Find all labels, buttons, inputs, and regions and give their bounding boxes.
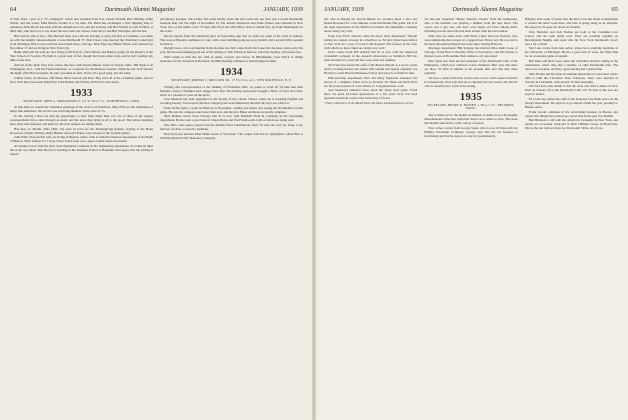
paragraph: Bob Key, Jo Martin, Nina ('Bee' 33) were in town for the Thanksgiving holiday, staying at the Hotel Roosevelt. Charlie Nichols, Rudy Helmer and Gard Fisher were all seen at the football games. xyxy=(10,126,153,135)
paragraph: Arrived in the mail: Pete Foss writes that he's with Owens-Illinois Glass in Toledo, Ohio. Bill Ryan is in Washington, D.C., with the Federal Reserve, as a reporter for the Hanover Gazette. When he saw Jack Stewart the night of the Harvard game, he said, you must be nuts. You're all a good gang, just the same. xyxy=(10,63,153,76)
paragraph: We had just requested "Music, Maestro, Please" from the bandleader, who at the moment was playing a number from the new show. The crowd was a gay one, and there were many old faces among them, including several men who had been absent from the last reunion. xyxy=(424,17,518,34)
paragraph: Ed Crane has joined the staff of the National City Bank and is in the foreign department. He expects to go abroad within the year, possibly to Buenos Aires. xyxy=(524,96,618,109)
running-title: Dartmouth Alumni Magazine xyxy=(452,7,523,13)
right-page-columns xyxy=(324,17,618,417)
paragraph: Well, here are some notes with Harry Cutler and Lew Roberts, who were undergoing the ravages of a ragged fever. Harry says the new job is the most interesting thing he has done since leaving Hanover. xyxy=(424,33,518,46)
paragraph: We have a letter from Pete Leavitt who is now with General Electric in Schenectady. Pete says that he is enjoying the test course and that he will be transferred to Lynn in the spring. xyxy=(424,75,518,88)
left-column-1 xyxy=(10,17,153,417)
page-number: 64 xyxy=(10,6,17,13)
paragraph: Al Schultz is now with the New York Telephone Company in the engineering department. Al writes he likes the work very much. Bob Brown is teaching at the Punahou School in Honolulu and reports that the surfing is superb. xyxy=(10,143,153,156)
right-column-3 xyxy=(525,17,618,417)
paragraph: John Pruitt ('34) and his wife are living in Boston, where John is with the financial department of the Bank of Boston. Their address is 17 Gray Street. Dan Foster was a guest at their home last month. xyxy=(10,135,153,144)
paragraph: Pink-and-blue department: Bob and Mary Engstrom announce the arrival of a daughter, Ellen, born on October 30. Hank and Ruth Weld are the proud parents of a son, Henry Jr. Congratulations to all. xyxy=(324,75,418,88)
class-secretary: SECRETARY, HENRY R. BOWEN, 1 Horace St., BELMONT, MASS. xyxy=(427,102,515,111)
page-gutter xyxy=(312,0,316,420)
paragraph: Ernie Noble spent a week in Hanover in November, visiting old haunts and seeing the Dartmouth–Cornell game. He says the campus looks better than ever, and the new Baker additions are nearly complete. xyxy=(160,105,303,114)
paragraph: In this writing I have not had the opportunity to hear from many men, but two or three of the regular correspondents have come through as usual, and the news they bring is all to the good. The winter meetings have been well attended, and plans for the next reunion are taking shape. xyxy=(10,113,153,127)
paragraph: First comes a letter from George Slade, who is now in Tulsa with the Phillips Petroleum Company. George says that the oil business is fascinating and that he expects to stay in it permanently. xyxy=(424,125,518,138)
paragraph: Marriage department: Bill Sprague has married Miss Ruth Crane of Chicago; Frank Hart to Dorothy Wells of Providence; and Jim Tucker to Marion Lowe of Brookline. Best wishes to all concerned. xyxy=(424,46,518,59)
paragraph: Dick Holmes writes from Chicago that he is now with Marshall Field & Company in the advertising department. He has seen a good deal of Chuck Burns and Fred Wadsworth, both of whom are doing well. xyxy=(160,114,303,123)
paragraph: Just to make up for the month we missed, it seems to be a thoroughly miscellaneous collection with little choice as to where or how. The notes this month came from a wide variety of places. xyxy=(424,112,518,126)
paragraph: Dwight Laws, who was hunting in the Rockies last fall, writes from Salt Lake that the snow came early this year. He has been making good use of the holiday to visit friends in Denver, Colorado Springs, and points east. xyxy=(160,46,303,55)
right-column-1 xyxy=(324,17,417,417)
paragraph: Dick Sheridan and Jack Bodine are both at the Columbia Law School, and are both doing well. They are rooming together on Morningside Heights and report that the New York Dartmouth crowd sees a lot of them. xyxy=(524,29,618,46)
class-year-heading: 1933 xyxy=(70,87,93,99)
paragraph: Writing this correspondence to the shaking of Christmas bells, we pause to wish all '34 men and their families a merry Christmas and a happy New Year. The holiday season has brought a flurry of notes and cards, and it is a pleasure to pass on the news. xyxy=(160,84,303,97)
paragraph: Bud Hinman is still with the American Cyanamid in New York, and spends an occasional week-end in Dick O'Brien's house in Bronxville. This is the last item we have for this month. Write, all of you. xyxy=(524,118,618,131)
paragraph: And Saturday's audience news about the Texas Tech game: Frank Rees, the great all-round quarterback of a few years back, has been appointed assistant coach at the University of Texas. xyxy=(324,88,418,101)
paragraph: At this time we extend the Christmas greetings of the class to all members. May 1939 see the realization of many fine ambitions. We are the sole surviving member of the class of '33. xyxy=(10,105,153,114)
paragraph: Our best news this month is that the class will hold a dinner in New York on January 20 at the Dartmouth Club. All '35 men in the area are urged to attend. xyxy=(524,84,618,97)
paragraph: Word comes from Bill Aldrich that he is now with the American Cyanamid Company in the research laboratories at Stamford. Bill has been married for a year and has a son, born last summer. xyxy=(324,50,418,63)
paragraph: Bob Perry has married Miss Helen Grant of Worcester. The couple will live in Springfield, where Bob is with the Monarch Life Insurance Company. xyxy=(160,131,303,140)
page-number: 65 xyxy=(611,6,618,13)
right-page xyxy=(314,0,628,420)
class-secretary: SECRETARY, JOHN A. MONAGHAN II, 111 W. Ninth St., NORTHFIELD, CONN. xyxy=(23,98,140,103)
paragraph: Bill Carroll, who is also a fine Harvard man, was a bit late arriving. A wing, the first at Columbia, was taken up with the lengthy announcements of one Dartmouth '37, Bob Foster, who married the charming Cornell girl from Michigan. Bob is now with the Associated Press, Chicago. Dick Page and Helen Thoms were married on November 17 and are living in New York City. xyxy=(10,33,153,50)
paragraph: Walt Clarke is with the law firm of Ames, Leavitt, and Storey in Philadelphia; Jack Welch is selling insurance for the Travelers in Hartford; and Bill Keating continues to build bridges in Ohio. xyxy=(160,54,303,63)
class-year-heading: 1935 xyxy=(459,91,483,103)
paragraph: Sid Eaton has joined the staff of the Boston Herald as a sports writer and is covering hockey this winter. His column will appear regularly. Joe Hartley is at the Harvard Business School and expects to finish in June. xyxy=(324,63,418,76)
paragraph: in New York a part of a "37 contingent" which also included Paul Fox, Deeds Fernald, Bob Whiting, Whig Weber, and the writer. Miss Baird's brother is a '41 man. Mr. Buell has exchanged a first shipping ship to Arkansas. Dick Morris has been with the Ambitious Corn, and the Swinney and Bob Wilson as well as Huck. A third ring, who had a lot to say about the new team, the classes from Jerry's and Bill Van Dyke, arrived late. xyxy=(10,17,153,34)
paragraph: Pete Ellis, class agent, reports that the Alumni Fund contributions from '34 were the best yet. Keep it up, fellows; we have a record to maintain. xyxy=(160,123,303,132)
paragraph: and Money Sprague. The former had some mostly about the new team and one wise was a recent Dartmouth baseball man. On the night of November 25, Mr. Robert Dickerson and Ernie Ulman were married in New York. Two of the ushers were '37 men, Bob Ford and Will Tilley, both of whom flew up from Washington for the event. xyxy=(160,17,303,34)
paragraph: am, who is helping the Owens-Illinois Co. produce glass. I also saw Deane Howland for a few minutes at the Dartmouth-Yale game. He is in the legal department of the Hartford Accident and Indemnity Company and is doing very well. xyxy=(324,17,418,34)
paragraph: Frank Sewall continues in the advertising business in Boston and reports that things have picked up a good deal in the past few months. xyxy=(524,109,618,118)
running-title: Dartmouth Alumni Magazine xyxy=(104,7,176,13)
left-page-header xyxy=(10,6,303,13)
class-secretary: SECRETARY, ROBERT J. DRUCKER JR., 17 Frontier Ave., NEW ROCHELLE, N. Y. xyxy=(171,78,292,83)
paragraph: Johnny Stone, Al Dickson, Jeff Brink, Brad Gordon and Dave Hay were all at the Columbia game. Also in New York have been seen Ralph Ely, Fred Holmes, Bob Paine, Will Ferris and others. xyxy=(10,75,153,84)
footnote: * Early, subscribers in the Alumni News, the above mentioned item is correct. xyxy=(324,101,414,106)
issue-date: JANUARY, 1939 xyxy=(324,7,364,13)
paragraph: Bart Spear has been elected president of the Dartmouth Club of the Philippines, which now numbers twelve members. Bart says that there are three '35 men in Manila at the present time and that they meet regularly. xyxy=(424,58,518,76)
right-column-2 xyxy=(424,17,517,417)
left-column-2 xyxy=(160,17,303,417)
paragraph: From Jack Fitch, whereas came the above letter mentioned: "Myself having not caused a breeze in a month or so, Ed and I have been invited to New York for a year of work in the hospital. The fellows in the class with whom we have talked are doing very well." xyxy=(324,33,418,50)
issue-date: JANUARY, 1939 xyxy=(263,7,303,13)
class-year-heading: 1934 xyxy=(220,67,243,79)
paragraph: Hank Allen and his wife are now living at 90 Fern St., New Haven, and Hank is going for his master's at the Yale School of Forestry. He finds it a great deal of fun, though he's been rather busy, and he isn't wasting any time on the side. xyxy=(10,50,153,63)
left-page-columns xyxy=(10,17,303,417)
paragraph: Hungary next week. It seems that the Red Cross has made arrangements to extend the relief work there, and Dan is going along as an assistant. He expects to be gone for about six months. xyxy=(524,17,618,30)
paragraph: Recent reports from the Southwest give an interesting sign that we shall see some of the class at reunion. The work at Phoenix continues at a rate, with a new building going up every month, and a second office opened in Tucson. xyxy=(160,33,303,46)
paragraph: John Thorne and his bride are making their home in Cleveland, where John is with the Cleveland Trust Company. They were married in October in Cincinnati, with several '35 men attending. xyxy=(524,71,618,84)
right-page-header xyxy=(324,6,618,13)
paragraph: Phil Dana and Bob Carey spent the Christmas holidays skiing in the Laurentians, where they met a number of other Dartmouth men. The snow was excellent, and they report having had a grand time. xyxy=(524,58,618,72)
paragraph: Jack Shannon has been appointed to the faculty of the Choate School, where he is teaching English and coaching hockey. Jack reports that he is enjoying the work immensely and that the boys are a fine lot. xyxy=(160,97,303,106)
paragraph: Ned Lane writes from Ann Arbor, where he is studying medicine at the University of Michigan. He has a great deal of work, but finds time for an occasional game of squash. xyxy=(524,46,618,59)
